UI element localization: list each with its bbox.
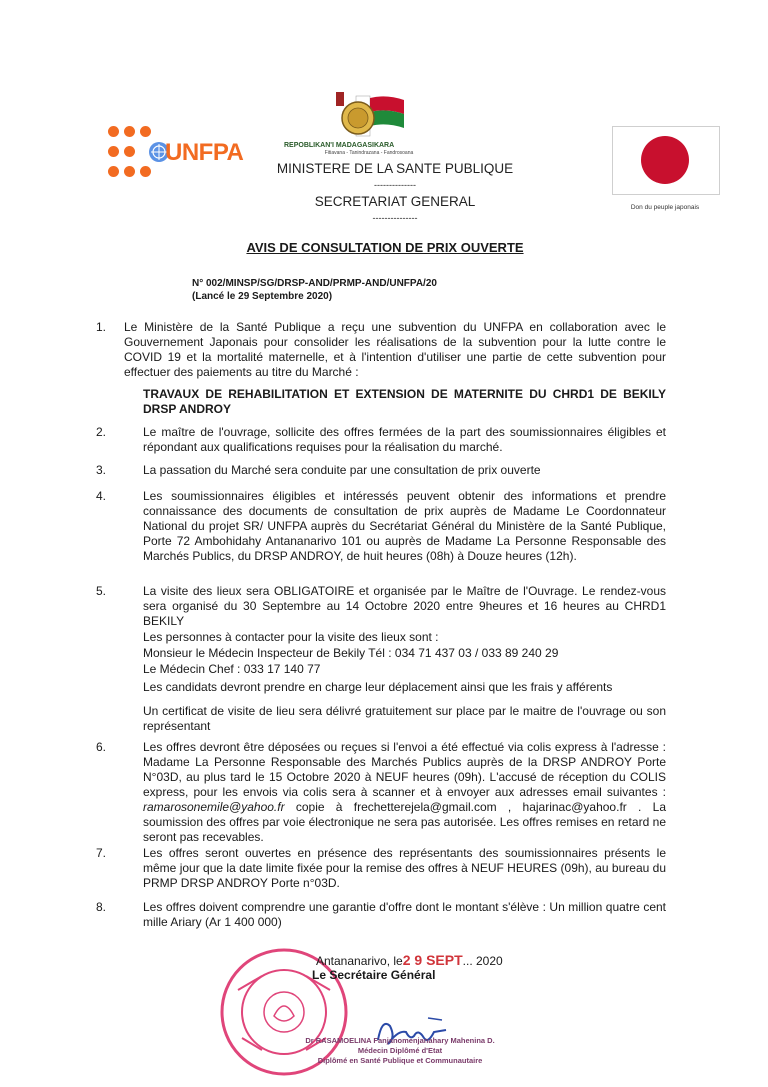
reference-number: N° 002/MINSP/SG/DRSP-AND/PRMP-AND/UNFPA/20 (192, 278, 437, 289)
unfpa-logo (108, 124, 244, 188)
unfpa-wordmark: UNFPA (165, 139, 244, 166)
item-6-text: Les offres devront être déposées ou reçues si l'envoi a été effectué via colis express à l'adresse : Madame La Personne Responsable des Marchés Publics auprès de la DRSP ANDROY Porte N°03D, au plus tard le 15 Octobre 2020 à NEUF heures (09h). L'accusé de réception du COLIS express, pour les envois via colis sera à scanner et à envoyer aux adresses email suivantes : ramarosonemile@yahoo.fr copie à frechetterejela@gmail.com , hajarinac@yahoo.fr . La soumission des offres par voie électronique ne sera pas autorisée. Les offres remises en retard ne seront pas recevables. (143, 740, 666, 844)
japan-flag (612, 126, 720, 195)
travel-costs-note: Les candidats devront prendre en charge leur déplacement ainsi que les frais y afférents (143, 680, 613, 694)
department-name: SECRETARIAT GENERAL (314, 194, 476, 209)
separator-line: --------------- (372, 213, 418, 223)
signatory-role: Médecin Diplômé d'Etat (357, 1046, 443, 1055)
separator-line: -------------- (374, 180, 416, 190)
item-number: 3. (96, 463, 107, 477)
project-subtitle: TRAVAUX DE REHABILITATION ET EXTENSION DE MATERNITE DU CHRD1 DE BEKILY DRSP ANDROY (143, 387, 666, 416)
certificate-note: Un certificat de visite de lieu sera délivré gratuitement sur place par le maitre de l'ouvrage ou son représentant (143, 704, 666, 733)
signatory-credentials (300, 1036, 500, 1066)
contacts-intro: Les personnes à contacter pour la visite des lieux sont : (143, 630, 439, 644)
item-2-text: Le maître de l'ouvrage, sollicite des offres fermées de la part des soumissionnaires éligibles et répondant aux qualifications requises pour la réalisation du marché. (143, 425, 666, 454)
contact-inspector: Monsieur le Médecin Inspecteur de Bekily Tél : 034 71 437 03 / 033 89 240 29 (143, 646, 559, 660)
item-number: 7. (96, 846, 107, 860)
item-3-text: La passation du Marché sera conduite par une consultation de prix ouverte (143, 463, 541, 477)
item-4-text: Les soumissionnaires éligibles et intéressés peuvent obtenir des informations et prendre connaissance des documents de consultation de prix auprès de Madame Le Coordonnateur National du projet SR/ UNFPA auprès du Secrétariat Général du Ministère de la Santé Publique, Porte 72 Ambohidahy Antananarivo 101 ou auprès de Madame La Personne Responsable des Marchés Publics, du DRSP ANDROY, de huit heures (08h) à Douze heures (12h). (143, 489, 666, 563)
signatory-name: Dr RASAMOELINA Fanjanomenjanahary Mahenina D. (305, 1036, 495, 1045)
flag-caption: Don du peuple japonais (630, 204, 700, 211)
item-number: 8. (96, 900, 107, 914)
ministry-name: MINISTERE DE LA SANTE PUBLIQUE (276, 161, 514, 176)
signature-place-date: Antananarivo, le2 9 SEPT... 2020 (316, 952, 503, 968)
madagascar-seal-flag-icon (324, 92, 414, 142)
japan-flag-sun-icon (641, 136, 689, 184)
item-number: 6. (96, 740, 107, 754)
republic-name: REPOBLIKAN'I MADAGASIKARA (284, 142, 395, 149)
item-7-text: Les offres seront ouvertes en présence des représentants des soumissionnaires présents le même jour que la date limite fixée pour la remise des offres à NEUF HEURES (09h), au bureau du PRMP DRSP ANDROY Porte n°03D. (143, 846, 666, 890)
email-link[interactable]: ramarosonemile@yahoo.fr (143, 800, 285, 814)
contact-chief: Le Médecin Chef : 033 17 140 77 (143, 662, 321, 676)
item-5-text: La visite des lieux sera OBLIGATOIRE et organisée par le Maître de l'Ouvrage. Le rendez-vous sera organisé du 30 Septembre au 14 Octobre 2020 entre 9heures et 16 heures au CHRD1 BEKILY (143, 584, 666, 628)
reference-block (192, 277, 437, 303)
item-number: 5. (96, 584, 107, 598)
item-number: 2. (96, 425, 107, 439)
item-number: 1. (96, 320, 107, 334)
item-8-text: Les offres doivent comprendre une garantie d'offre dont le montant s'élève : Un million quatre cent mille Ariary (Ar 1 400 000) (143, 900, 666, 929)
launch-date: (Lancé le 29 Septembre 2020) (192, 291, 333, 302)
signatory-title: Le Secrétaire Général (312, 968, 436, 982)
document-title: AVIS DE CONSULTATION DE PRIX OUVERTE (246, 240, 524, 255)
madagascar-emblem (284, 92, 454, 158)
signatory-degree: Diplômé en Santé Publique et Communautaire (317, 1056, 483, 1065)
date-stamp: 2 9 SEPT (402, 952, 463, 968)
republic-motto: Fitiavana - Tanindrazana - Fandrosoana (324, 150, 414, 156)
item-number: 4. (96, 489, 107, 503)
item-1-text: Le Ministère de la Santé Publique a reçu une subvention du UNFPA en collaboration avec le Gouvernement Japonais pour consolider les réalisations de la subvention pour la lutte contre le COVID 19 et la mortalité maternelle, et à l'intention d'utiliser une partie de cette subvention pour effectuer des paiements au titre du Marché : (124, 320, 666, 379)
